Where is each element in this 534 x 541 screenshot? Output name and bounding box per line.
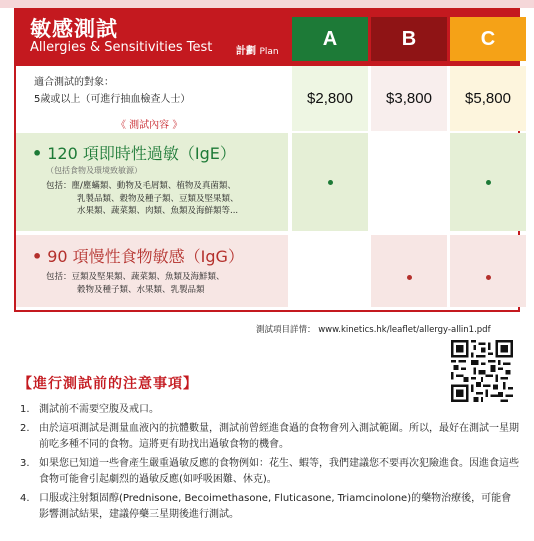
igg-includes-line2: 穀物及種子類、水果類、乳製品類	[77, 284, 205, 295]
note-item	[20, 491, 520, 523]
igg-plan-a-cell	[292, 235, 368, 307]
bullet-icon: •	[32, 144, 43, 163]
pricing-table	[14, 8, 520, 312]
included-dot-icon	[407, 275, 412, 280]
note-item	[20, 402, 520, 418]
plan-label-zh: 計劃	[236, 46, 256, 57]
plan-b-header: B	[371, 17, 447, 61]
note-number: 3.	[20, 458, 30, 469]
ige-plan-b-cell	[371, 133, 447, 231]
ige-includes-line1: 包括：塵/塵蟎類、動物及毛屑類、植物及真菌類、	[46, 181, 236, 191]
ige-description	[16, 133, 288, 231]
ige-includes	[46, 180, 286, 218]
ige-test-row	[16, 133, 518, 231]
igg-plan-b-cell	[371, 235, 447, 307]
note-text: 由於這項測試是測量血液內的抗體數量，測試前曾經進食過的食物會列入測試範圍。所以，最好在測試一星期前吃多種不同的食物。這將更有助找出過敏食物的機會。	[39, 423, 519, 450]
igg-description	[16, 235, 288, 307]
details-url-line	[256, 323, 491, 335]
requirements-text	[34, 74, 190, 108]
igg-plan-c-cell	[450, 235, 526, 307]
ige-includes-line2: 乳製品類、穀物及種子類、豆類及堅果類、	[77, 193, 239, 204]
title-zh: 敏感測試	[30, 17, 118, 41]
price-plan-a: $2,800	[292, 66, 368, 131]
note-item	[20, 421, 520, 453]
ige-title	[32, 141, 236, 164]
ige-includes-line3: 水果類、蔬菜類、肉類、魚類及海鮮類等...	[77, 206, 239, 216]
requirements-line2: 5歲或以上（可進行抽血檢查人士）	[34, 94, 191, 105]
requirements-row	[16, 66, 518, 131]
igg-includes	[46, 271, 286, 296]
notes-list	[20, 402, 520, 526]
ige-title-text: 120 項即時性過敏（IgE）	[47, 144, 236, 163]
note-number: 4.	[20, 493, 30, 504]
note-item	[20, 456, 520, 488]
igg-includes-line1: 包括：豆類及堅果類、蔬菜類、魚類及海鮮類、	[46, 272, 225, 282]
test-content-link[interactable]: 《 測試內容 》	[116, 120, 183, 131]
ige-plan-c-cell	[450, 133, 526, 231]
note-text: 口服或注射類固醇(Prednisone, Becoimethasone, Fluticasone, Triamcinolone)的藥物治療後，可能會影響測試結果，建議停藥三星期後進行測試。	[39, 493, 512, 520]
details-url-link[interactable]: www.kinetics.hk/leaflet/allergy-allin1.pdf	[318, 325, 491, 335]
included-dot-icon	[328, 180, 333, 185]
title-en: Allergies & Sensitivities Test	[30, 40, 213, 55]
included-dot-icon	[486, 180, 491, 185]
igg-test-row	[16, 235, 518, 307]
requirements-line1: 適合測試的對象：	[34, 77, 114, 88]
qr-code-icon	[451, 340, 513, 402]
included-dot-icon	[486, 275, 491, 280]
plan-label	[236, 42, 279, 57]
plan-c-header: C	[450, 17, 526, 61]
table-header	[16, 8, 518, 66]
note-number: 2.	[20, 423, 30, 434]
note-text: 測試前不需要空腹及戒口。	[39, 404, 159, 415]
qr-code-graphic	[451, 340, 513, 402]
top-band	[0, 0, 534, 8]
ige-subtitle: （包括食物及環境致敏源）	[46, 166, 142, 175]
price-plan-b: $3,800	[371, 66, 447, 131]
note-number: 1.	[20, 404, 30, 415]
bullet-icon: •	[32, 247, 43, 266]
plan-a-header: A	[292, 17, 368, 61]
plan-label-en: Plan	[259, 47, 279, 57]
ige-plan-a-cell	[292, 133, 368, 231]
igg-title-text: 90 項慢性食物敏感（IgG）	[47, 247, 244, 266]
notes-title: 【進行測試前的注意事項】	[18, 376, 198, 392]
igg-title	[32, 244, 244, 267]
note-text: 如果您已知道一些會產生嚴重過敏反應的食物例如：花生、蝦等，我們建議您不要再次犯險進食。因進食這些食物可能會引起劇烈的過敏反應(如呼吸困難、休克)。	[39, 458, 519, 485]
details-url-label: 測試項目詳情：	[256, 325, 316, 335]
price-plan-c: $5,800	[450, 66, 526, 131]
